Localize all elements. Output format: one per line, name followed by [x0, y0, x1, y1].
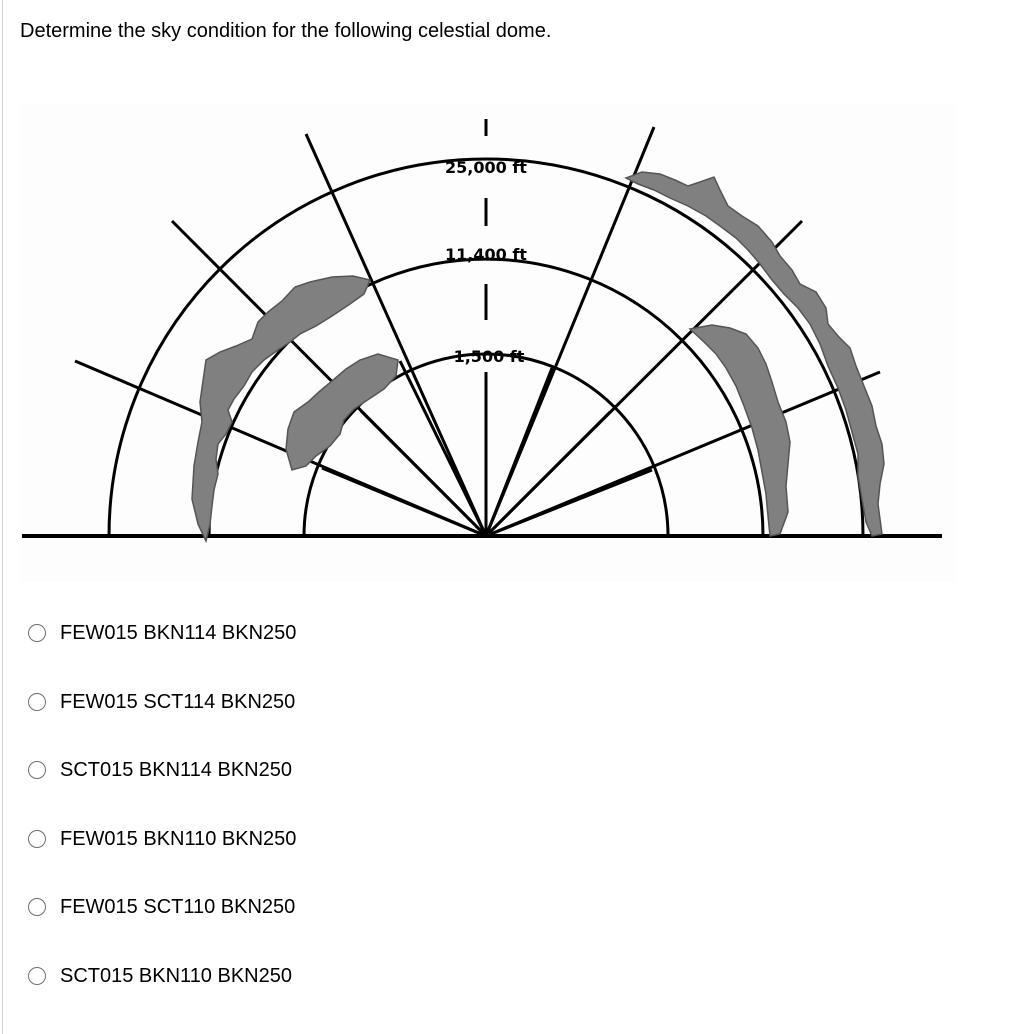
radio-button[interactable]: [28, 830, 46, 848]
answer-option-1[interactable]: [28, 616, 296, 650]
answer-option-4[interactable]: [28, 822, 296, 856]
answer-options: [28, 616, 296, 1028]
radio-button[interactable]: [28, 898, 46, 916]
radio-button[interactable]: [28, 967, 46, 985]
option-label: FEW015 BKN114 BKN250: [60, 622, 297, 644]
answer-option-3[interactable]: [28, 753, 296, 787]
altitude-label-high: 25,000 ft: [445, 158, 527, 177]
option-label: FEW015 SCT110 BKN250: [60, 896, 296, 919]
answer-option-5[interactable]: [28, 890, 296, 924]
page-left-border: [2, 0, 3, 1034]
radio-button[interactable]: [28, 693, 46, 711]
answer-option-6[interactable]: [28, 959, 296, 993]
option-label: SCT015 BKN114 BKN250: [60, 759, 292, 782]
answer-option-2[interactable]: [28, 685, 296, 719]
celestial-dome-diagram: [20, 104, 956, 582]
option-label: FEW015 SCT114 BKN250: [60, 690, 296, 713]
option-label: FEW015 BKN110 BKN250: [60, 827, 297, 850]
option-label: SCT015 BKN110 BKN250: [60, 964, 292, 987]
altitude-label-low: 1,500 ft: [453, 347, 525, 366]
altitude-label-mid: 11,400 ft: [445, 245, 527, 264]
question-text: Determine the sky condition for the following celestial dome.: [20, 20, 552, 42]
radio-button[interactable]: [28, 761, 46, 779]
radio-button[interactable]: [28, 624, 46, 642]
